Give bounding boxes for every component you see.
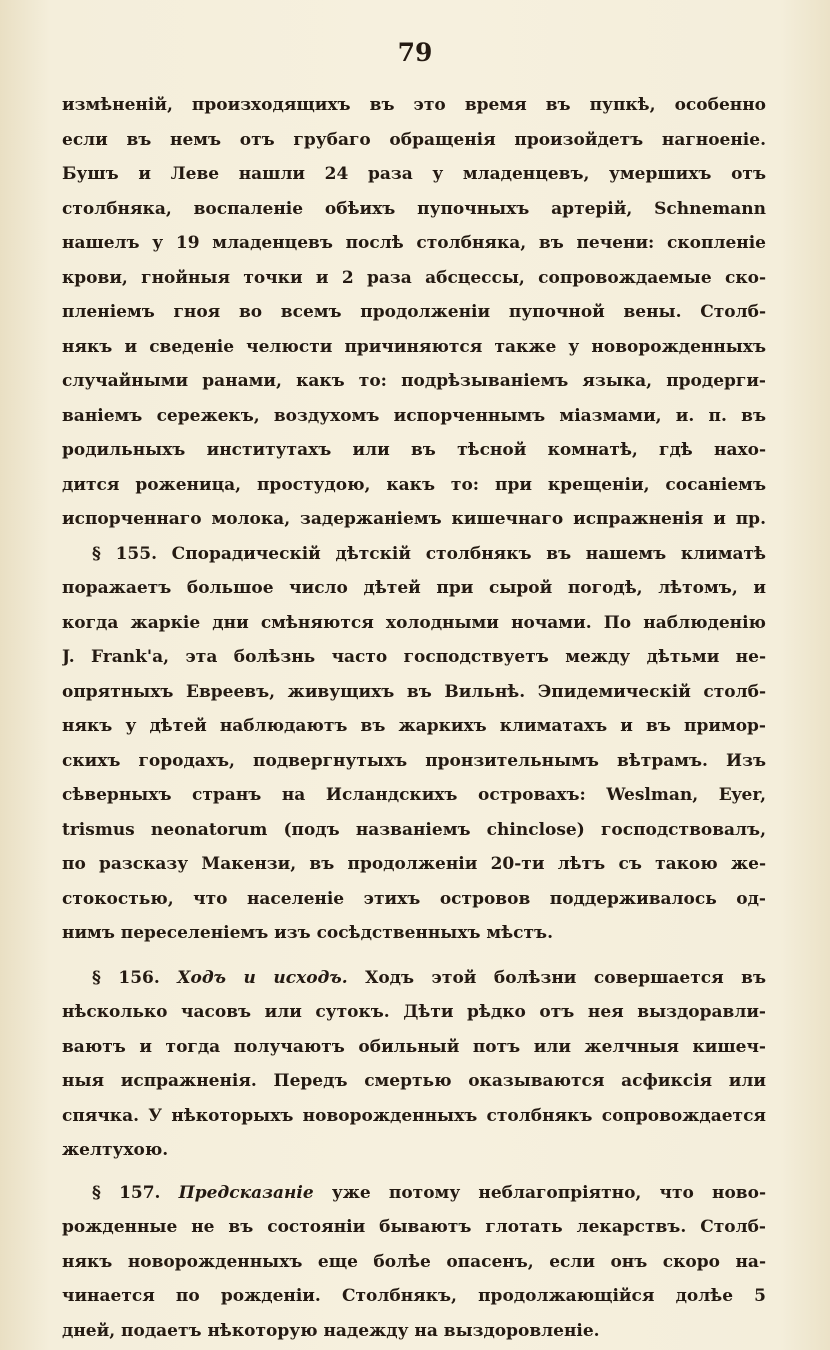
text-line: J. Frank'а, эта болѣзнь часто господствуетъ между дѣтьми не- (62, 647, 766, 667)
section-number: § 157. (92, 1182, 161, 1203)
text-fragment: Ходъ этой болѣзни совершается въ (365, 967, 766, 988)
text-line: нѣсколько часовъ или сутокъ. Дѣти рѣдко отъ нея выздоравли- (62, 1002, 766, 1022)
text-line: рожденные не въ состояніи бываютъ глотать лекарствъ. Столб- (62, 1217, 766, 1237)
text-line: дней, подаетъ нѣкоторую надежду на выздоровленіе. (62, 1320, 600, 1341)
text-line: скихъ городахъ, подвергнутыхъ пронзительнымъ вѣтрамъ. Изъ (62, 750, 766, 771)
text-line: trismus neonatorum (подъ названіемъ chinclose) господствовалъ, (62, 819, 766, 840)
text-line: нимъ переселеніемъ изъ сосѣдственныхъ мѣстъ. (62, 923, 553, 943)
text-line: дится роженица, простудою, какъ то: при крещеніи, сосаніемъ (62, 474, 766, 495)
text-line: когда жаркіе дни смѣняются холодными ночами. По наблюденію (62, 612, 766, 633)
paragraph-157 (62, 1176, 766, 1349)
text-line: стокостью, что населеніе этихъ островов поддерживалось од- (62, 888, 766, 909)
page-number: 79 (397, 38, 433, 67)
text-line: ваніемъ сережекъ, воздухомъ испорченнымъ міазмами, и. п. въ (62, 405, 766, 426)
text-line: крови, гнойныя точки и 2 раза абсцессы, сопровождаемые ско- (62, 267, 766, 288)
text-line: § 155. Спорадическій дѣтскій столбнякъ въ нашемъ климатѣ (92, 543, 766, 564)
text-line: измѣненій, произходящихъ въ это время въ пупкѣ, особенно (62, 95, 766, 115)
text-line: някъ и сведеніе челюсти причиняются также у новорожденныхъ (62, 336, 766, 357)
text-line: Бушъ и Леве нашли 24 раза у младенцевъ, умершихъ отъ (62, 164, 766, 184)
paragraph-156 (62, 961, 766, 1168)
text-line: если въ немъ отъ грубаго обращенія произойдетъ нагноеніе. (62, 129, 766, 150)
text-line: сѣверныхъ странъ на Исландскихъ островахъ: Weslman, Eyer, (62, 785, 766, 805)
section-heading: Ходъ и исходъ. (177, 967, 348, 988)
text-line: поражаетъ большое число дѣтей при сырой погодѣ, лѣтомъ, и (62, 578, 766, 598)
text-line: опрятныхъ Евреевъ, живущихъ въ Вильнѣ. Эпидемическій столб- (62, 681, 766, 702)
text-line: ныя испражненія. Передъ смертью оказываются асфиксія или (62, 1071, 766, 1091)
paragraph-1 (62, 88, 766, 537)
section-number: § 156. (92, 967, 160, 988)
section-heading: Предсказаніе (178, 1182, 314, 1203)
body-text (62, 88, 766, 1348)
paragraph-155 (62, 537, 766, 951)
text-line: испорченнаго молока, задержаніемъ кишечнаго испражненія и пр. (62, 509, 766, 529)
text-line: нашелъ у 19 младенцевъ послѣ столбняка, въ печени: скопленіе (62, 233, 766, 253)
text-line: желтухою. (62, 1140, 169, 1160)
text-line: столбняка, воспаленіе обѣихъ пупочныхъ артерій, Schnemann (62, 198, 766, 219)
text-line: по разсказу Макензи, въ продолженіи 20-ти лѣтъ съ такою же- (62, 854, 766, 874)
text-line: някъ у дѣтей наблюдаютъ въ жаркихъ климатахъ и въ примор- (62, 716, 766, 736)
text-line: случайными ранами, какъ то: подрѣзываніемъ языка, продерги- (62, 371, 766, 391)
text-line: пленіемъ гноя во всемъ продолженіи пупочной вены. Столб- (62, 302, 766, 322)
text-fragment: уже потому неблагопріятно, что ново- (331, 1182, 766, 1203)
text-line (62, 1176, 766, 1211)
text-line: спячка. У нѣкоторыхъ новорожденныхъ столбнякъ сопровождается (62, 1105, 766, 1126)
text-line: чинается по рожденіи. Столбнякъ, продолжающійся долѣе 5 (62, 1286, 766, 1306)
text-line (62, 961, 766, 996)
text-line: някъ новорожденныхъ еще болѣе опасенъ, если онъ скоро на- (62, 1251, 766, 1272)
text-line: родильныхъ институтахъ или въ тѣсной комнатѣ, гдѣ нахо- (62, 440, 766, 460)
text-line: ваютъ и тогда получаютъ обильный потъ или желчныя кишеч- (62, 1036, 766, 1057)
